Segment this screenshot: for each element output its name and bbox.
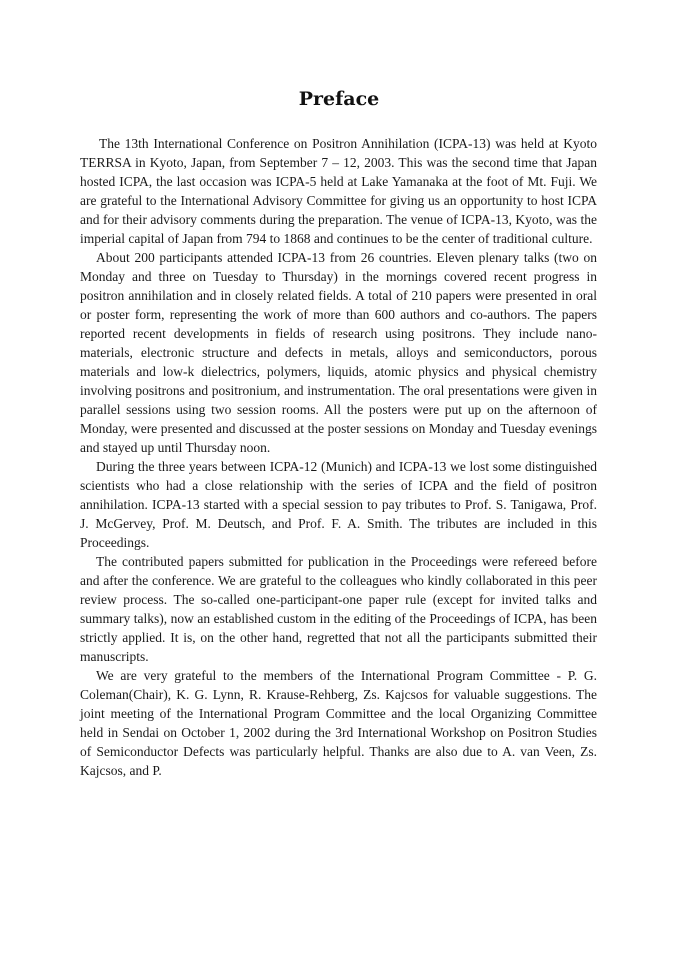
page-title: Preface (298, 88, 380, 110)
paragraph-conference-overview: The 13th International Conference on Positron Annihilation (ICPA-13) was held at Kyoto TERRSA in Kyoto, Japan, from September 7 – 12, 2003. This was the second time that Japan hosted ICPA, the last occasion was ICPA-5 held at Lake Yamanaka at the foot of Mt. Fuji. We are grateful to the International Advisory Committee for giving us an opportunity to host ICPA and for their advisory comments during the preparation. The venue of ICPA-13, Kyoto, was the imperial capital of Japan from 794 to 1868 and continues to be the center of traditional culture. (80, 136, 597, 246)
paragraph-acknowledgements: We are very grateful to the members of the International Program Committee - P. G. Coleman(Chair), K. G. Lynn, R. Krause-Rehberg, Zs. Kajcsos for valuable suggestions. The joint meeting of the International Program Committee and the local Organizing Committee held in Sendai on October 1, 2002 during the 3rd International Workshop on Positron Studies of Semiconductor Defects was particularly helpful. Thanks are also due to A. van Veen, Zs. Kajcsos, and P. (80, 668, 597, 778)
paragraph-tributes: During the three years between ICPA-12 (Munich) and ICPA-13 we lost some distinguished scientists who had a close relationship with the series of ICPA and the field of positron annihilation. ICPA-13 started with a special session to pay tributes to Prof. S. Tanigawa, Prof. J. McGervey, Prof. M. Deutsch, and Prof. F. A. Smith. The tributes are included in this Proceedings. (80, 459, 597, 550)
paragraph-participants: About 200 participants attended ICPA-13 from 26 countries. Eleven plenary talks (two on Monday and three on Tuesday to Thursday) in the mornings covered recent progress in positron annihilation and in closely related fields. A total of 210 papers were presented in oral or poster form, representing the work of more than 600 authors and co-authors. The papers reported recent developments in fields of research using positrons. They include nano-materials, electronic structure and defects in metals, alloys and semiconductors, porous materials and low-k dielectrics, polymers, liquids, atomic physics and physical chemistry involving positrons and positronium, and instrumentation. The oral presentations were given in parallel sessions using two session rooms. All the posters were put up on the afternoon of Monday, were presented and discussed at the poster sessions on Monday and Tuesday evenings and stayed up until Thursday noon. (80, 250, 597, 455)
preface-body (80, 134, 597, 780)
paragraph-peer-review: The contributed papers submitted for publication in the Proceedings were refereed before and after the conference. We are grateful to the colleagues who kindly collaborated in this peer review process. The so-called one-participant-one paper rule (except for invited talks and summary talks), now an established custom in the editing of the Proceedings of ICPA, has been strictly applied. It is, on the other hand, regretted that not all the participants submitted their manuscripts. (80, 554, 597, 664)
